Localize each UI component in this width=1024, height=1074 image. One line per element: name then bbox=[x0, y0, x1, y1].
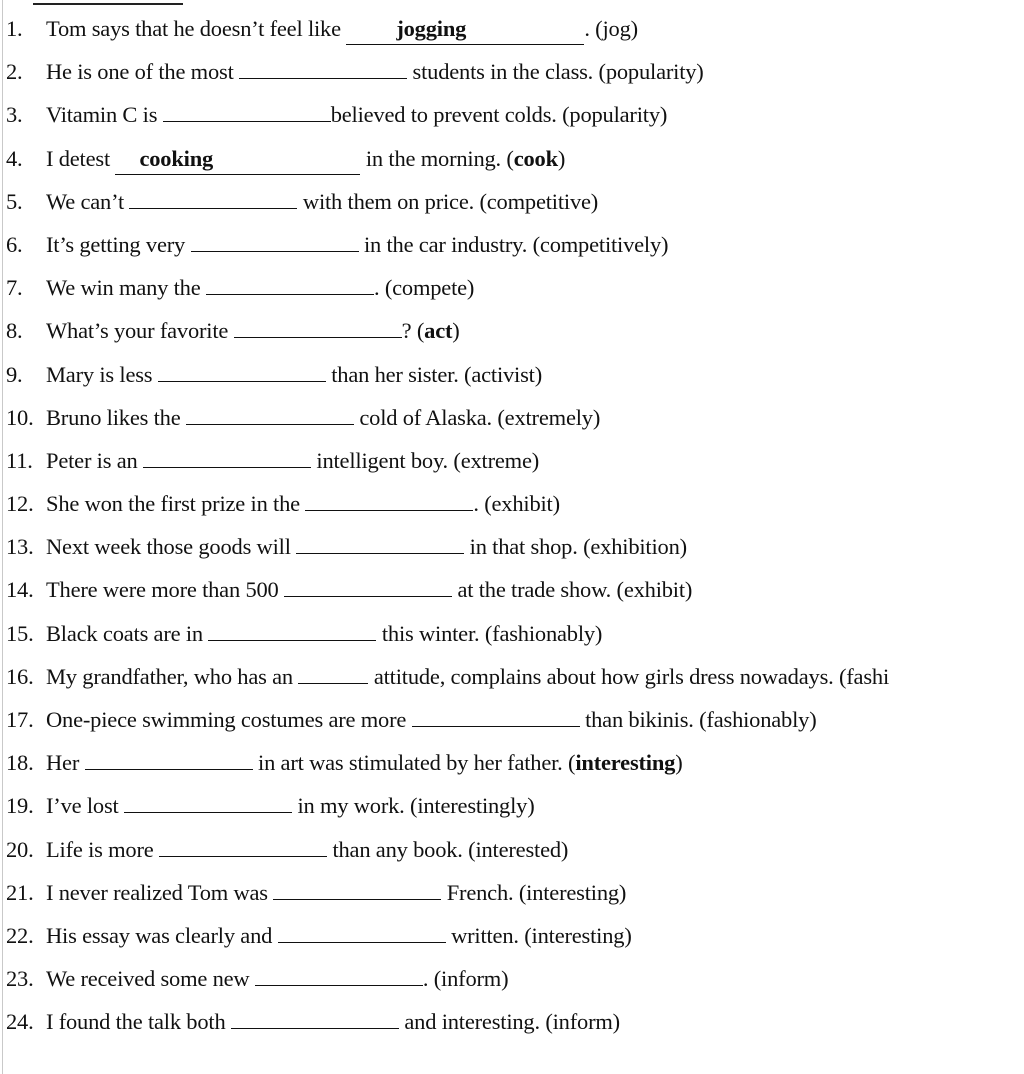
item-number: 22. bbox=[6, 922, 34, 948]
item-text: One-piece swimming costumes are more than bikinis. (fashionably) bbox=[46, 707, 817, 732]
item-number: 7. bbox=[6, 275, 23, 301]
list-item bbox=[0, 489, 1024, 532]
list-item bbox=[0, 964, 1024, 1007]
item-text: Black coats are in this winter. (fashionably) bbox=[46, 620, 603, 646]
item-text: I detest cooking in the morning. (cook) bbox=[46, 144, 565, 175]
item-number: 13. bbox=[6, 534, 34, 560]
item-number: 17. bbox=[6, 707, 34, 732]
exercise-sheet bbox=[0, 14, 1024, 1051]
item-number: 6. bbox=[6, 231, 23, 257]
list-item bbox=[0, 921, 1024, 964]
answer-blank[interactable] bbox=[191, 233, 359, 252]
answer-blank[interactable] bbox=[231, 1010, 399, 1029]
item-number: 20. bbox=[6, 836, 34, 862]
list-item bbox=[0, 316, 1024, 359]
list-item bbox=[0, 403, 1024, 446]
item-number: 1. bbox=[6, 16, 23, 41]
list-item bbox=[0, 705, 1024, 748]
answer-blank[interactable] bbox=[239, 60, 407, 79]
list-item bbox=[0, 446, 1024, 489]
item-number: 5. bbox=[6, 188, 23, 214]
answer-blank[interactable] bbox=[208, 622, 376, 641]
answer-blank[interactable] bbox=[158, 363, 326, 382]
item-number: 16. bbox=[6, 663, 34, 689]
item-text: I’ve lost in my work. (interestingly) bbox=[46, 793, 535, 819]
item-number: 24. bbox=[6, 1009, 34, 1035]
item-number: 10. bbox=[6, 404, 34, 430]
list-item bbox=[0, 575, 1024, 618]
item-text: My grandfather, who has an attitude, complains about how girls dress nowadays. (fashi bbox=[46, 663, 890, 689]
answer-blank[interactable] bbox=[234, 319, 402, 338]
answer-blank[interactable] bbox=[255, 967, 423, 986]
item-number: 23. bbox=[6, 966, 34, 992]
item-text: She won the first prize in the . (exhibit) bbox=[46, 491, 560, 517]
item-text: What’s your favorite ? (act) bbox=[46, 318, 460, 344]
item-text: There were more than 500 at the trade show. (exhibit) bbox=[46, 577, 693, 603]
item-number: 11. bbox=[6, 447, 33, 473]
answer-blank[interactable] bbox=[278, 924, 446, 943]
item-number: 19. bbox=[6, 793, 34, 819]
item-number: 12. bbox=[6, 491, 34, 517]
item-text: We received some new . (inform) bbox=[46, 966, 509, 992]
list-item bbox=[0, 662, 1024, 705]
answer-blank[interactable]: jogging bbox=[346, 14, 584, 45]
item-number: 18. bbox=[6, 750, 34, 776]
top-rule bbox=[33, 3, 183, 5]
answer-blank[interactable] bbox=[85, 751, 253, 770]
item-number: 4. bbox=[6, 145, 23, 171]
item-text: We win many the . (compete) bbox=[46, 275, 475, 301]
list-item bbox=[0, 144, 1024, 187]
answer-blank[interactable] bbox=[296, 535, 464, 554]
item-text: We can’t with them on price. (competitive) bbox=[46, 188, 599, 214]
item-text: Her in art was stimulated by her father. (interesting) bbox=[46, 750, 683, 776]
list-item bbox=[0, 532, 1024, 575]
list-item bbox=[0, 100, 1024, 143]
list-item bbox=[0, 878, 1024, 921]
item-number: 2. bbox=[6, 59, 23, 85]
list-item bbox=[0, 57, 1024, 100]
item-text: Peter is an intelligent boy. (extreme) bbox=[46, 447, 540, 473]
item-text: It’s getting very in the car industry. (competitively) bbox=[46, 231, 669, 257]
item-text: He is one of the most students in the class. (popularity) bbox=[46, 59, 704, 85]
item-text: His essay was clearly and written. (interesting) bbox=[46, 922, 632, 948]
item-text: I found the talk both and interesting. (inform) bbox=[46, 1009, 620, 1035]
answer-blank[interactable] bbox=[305, 492, 473, 511]
item-number: 21. bbox=[6, 879, 34, 905]
answer-blank[interactable] bbox=[284, 578, 452, 597]
answer-blank[interactable]: cooking bbox=[115, 144, 360, 175]
answer-blank[interactable] bbox=[186, 406, 354, 425]
list-item bbox=[0, 835, 1024, 878]
answer-blank[interactable] bbox=[129, 190, 297, 209]
answer-blank[interactable] bbox=[163, 103, 331, 122]
item-text: Next week those goods will in that shop. (exhibition) bbox=[46, 534, 687, 560]
item-number: 9. bbox=[6, 361, 23, 387]
list-item bbox=[0, 187, 1024, 230]
list-item bbox=[0, 619, 1024, 662]
item-text: I never realized Tom was French. (interesting) bbox=[46, 879, 627, 905]
item-text: Life is more than any book. (interested) bbox=[46, 836, 569, 862]
list-item bbox=[0, 1007, 1024, 1050]
item-text: Bruno likes the cold of Alaska. (extremely) bbox=[46, 404, 601, 430]
answer-blank[interactable] bbox=[298, 665, 368, 684]
list-item bbox=[0, 360, 1024, 403]
answer-blank[interactable] bbox=[143, 449, 311, 468]
item-text: Mary is less than her sister. (activist) bbox=[46, 361, 543, 387]
item-text: Tom says that he doesn’t feel like jogging . (jog) bbox=[46, 14, 638, 45]
list-item bbox=[0, 748, 1024, 791]
list-item bbox=[0, 230, 1024, 273]
answer-blank[interactable] bbox=[412, 708, 580, 727]
item-number: 8. bbox=[6, 318, 23, 344]
answer-blank[interactable] bbox=[159, 838, 327, 857]
list-item bbox=[0, 791, 1024, 834]
answer-blank[interactable] bbox=[273, 881, 441, 900]
list-item bbox=[0, 273, 1024, 316]
item-number: 14. bbox=[6, 577, 34, 603]
answer-blank[interactable] bbox=[206, 276, 374, 295]
item-number: 3. bbox=[6, 102, 23, 128]
item-text: Vitamin C is believed to prevent colds. (popularity) bbox=[46, 102, 668, 128]
answer-blank[interactable] bbox=[124, 794, 292, 813]
item-number: 15. bbox=[6, 620, 34, 646]
list-item bbox=[0, 14, 1024, 57]
